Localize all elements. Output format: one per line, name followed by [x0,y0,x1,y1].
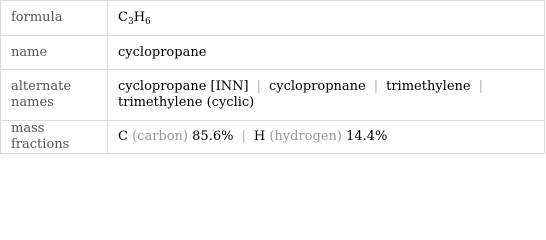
separator: | [256,79,261,94]
mass-fraction-symbol: C [118,129,128,144]
alternate-name: cyclopropane [INN] [118,79,249,94]
mass-fractions-value [108,121,545,154]
formula-element-h: H [133,10,146,25]
mass-fraction-element: (carbon) [132,129,189,144]
alternate-names-value [108,70,545,121]
formula-value [108,1,545,36]
row-label: mass fractions [1,121,108,154]
row-label: alternate names [1,70,108,121]
table-row-alternate-names [1,70,545,121]
formula-subscript-3: 3 [127,17,134,27]
name-value: cyclopropane [108,36,545,70]
row-label: name [1,36,108,70]
formula-subscript-6: 6 [145,17,151,27]
separator: | [241,129,246,144]
table-row-name [1,36,545,70]
alternate-name: trimethylene (cyclic) [118,95,255,110]
table-row-mass-fractions [1,121,545,154]
separator: | [373,79,379,94]
row-label: formula [1,1,108,36]
table-row-formula [1,1,545,36]
separator: | [478,79,483,94]
mass-fraction-element: (hydrogen) [269,129,342,144]
mass-fraction-percent: 14.4% [346,129,388,144]
mass-fraction-symbol: H [253,129,266,144]
mass-fraction-percent: 85.6% [192,129,234,144]
alternate-name: trimethylene [386,79,471,94]
formula-element-c: C [118,10,128,25]
alternate-name: cyclopropnane [268,79,366,94]
